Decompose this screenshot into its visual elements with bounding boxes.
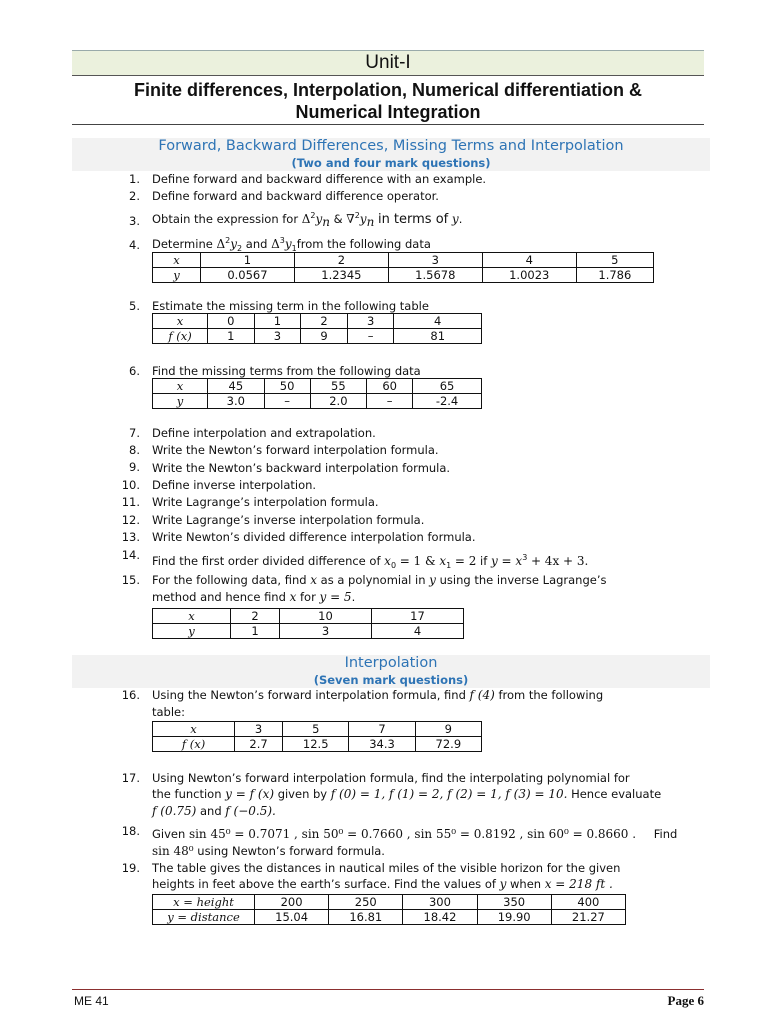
page-title-line-1: Finite differences, Interpolation, Numerical differentiation & [133,80,643,100]
data-table-q6 [152,378,482,409]
question-15-text-cont: method and hence find x for y = 5. [152,590,356,604]
question-number: 15. [121,573,140,587]
question-text: Using Newton’s forward interpolation formula, find the interpolating polynomial for [152,771,630,785]
table-row: x 1 2 3 4 5 [153,253,654,268]
question-text: Write Lagrange’s inverse interpolation formula. [152,513,425,527]
question-text: Define forward and backward difference operator. [152,189,439,203]
question-text: Find the missing terms from the following data [152,364,421,378]
question-18-text-cont: sin 48⁰ using Newton’s forward formula. [152,844,385,858]
question-number: 3. [129,214,140,228]
question-text: Write Lagrange’s interpolation formula. [152,495,379,509]
table-row: y = distance 15.04 16.81 18.42 19.90 21.27 [153,910,626,925]
question-number: 4. [129,238,140,252]
question-3-text: Obtain the expression for $\Delta^2y_n$ & $\nabla^2y_n$ in terms of y. [152,211,463,230]
section-1-title: Forward, Backward Differences, Missing Terms and Interpolation [158,138,624,154]
question-number: 10. [121,478,140,492]
title-divider [72,124,704,125]
section-2-title: Interpolation [344,655,438,671]
table-row: y 1 3 4 [153,624,464,639]
question-17-text-end: f (0.75) and f (−0.5). [152,804,276,818]
table-row: x = height 200 250 300 350 400 [153,895,626,910]
data-table-q5 [152,313,482,344]
question-15-text: For the following data, find x as a polynomial in y using the inverse Lagrange’s [152,573,607,587]
question-number: 14. [121,548,140,562]
table-row: f (x) 1 3 9 – 81 [153,329,482,344]
page-title-line-2: Numerical Integration [295,102,481,122]
question-text: Define interpolation and extrapolation. [152,426,376,440]
data-table-q15 [152,608,464,639]
question-text: Obtain the expression for [152,211,299,226]
question-number: 7. [129,426,140,440]
question-number: 9. [129,460,140,474]
question-text: Write Newton’s divided difference interpolation formula. [152,530,476,544]
table-row: x 3 5 7 9 [153,722,482,737]
table-row: y 0.0567 1.2345 1.5678 1.0023 1.786 [153,268,654,283]
data-table-q4 [152,252,654,283]
table-row: x 0 1 2 3 4 [153,314,482,329]
table-row: x 45 50 55 60 65 [153,379,482,394]
question-number: 6. [129,364,140,378]
question-text: The table gives the distances in nautical miles of the visible horizon for the given [152,861,621,875]
question-number: 16. [121,688,140,702]
table-row: y 3.0 – 2.0 – -2.4 [153,394,482,409]
question-4-text: Determine $\Delta^2y_2$ and $\Delta^3y_1from$ the following data [152,236,431,254]
question-text: Write the Newton’s backward interpolation formula. [152,461,451,475]
question-18-text: Given sin 45⁰ = 0.7071 , sin 50⁰ = 0.7660 , sin 55⁰ = 0.8192 , sin 60⁰ = 0.8660 . Find [152,827,678,841]
question-17-text-cont: the function y = f (x) given by f (0) = 1, f (1) = 2, f (2) = 1, f (3) = 10. Hence evaluate [152,787,662,801]
section-1-subtitle: (Two and four mark questions) [291,156,491,170]
data-table-q16 [152,721,482,752]
question-number: 2. [129,189,140,203]
question-number: 1. [129,172,140,186]
question-number: 12. [121,513,140,527]
question-16-text: Using the Newton’s forward interpolation formula, find f (4) from the following [152,688,604,702]
question-text: Estimate the missing term in the following table [152,299,429,313]
question-number: 11. [121,495,140,509]
unit-title: Unit-I [365,52,411,73]
question-text: Define inverse interpolation. [152,478,317,492]
footer-divider [72,989,704,990]
question-number: 18. [121,824,140,838]
question-19-text-cont: heights in feet above the earth’s surface. Find the values of y when x = 218 ft . [152,877,613,891]
question-number: 5. [129,299,140,313]
question-number: 17. [121,771,140,785]
question-number: 8. [129,443,140,457]
question-number: 19. [121,861,140,875]
footer-course-code: ME 41 [74,994,109,1008]
data-table-q19 [152,894,626,925]
question-text: Define forward and backward difference with an example. [152,172,487,186]
question-text: Write the Newton’s forward interpolation formula. [152,443,439,457]
question-text: table: [152,705,186,719]
table-row: x 2 10 17 [153,609,464,624]
question-14-text: Find the first order divided difference of $x_0 = 1$ & $x_1 = 2$ if $y = x^3 + 4x + 3$. [152,553,589,571]
table-row: f (x) 2.7 12.5 34.3 72.9 [153,737,482,752]
question-number: 13. [121,530,140,544]
section-2-subtitle: (Seven mark questions) [313,673,469,687]
page-number: Page 6 [667,993,704,1008]
